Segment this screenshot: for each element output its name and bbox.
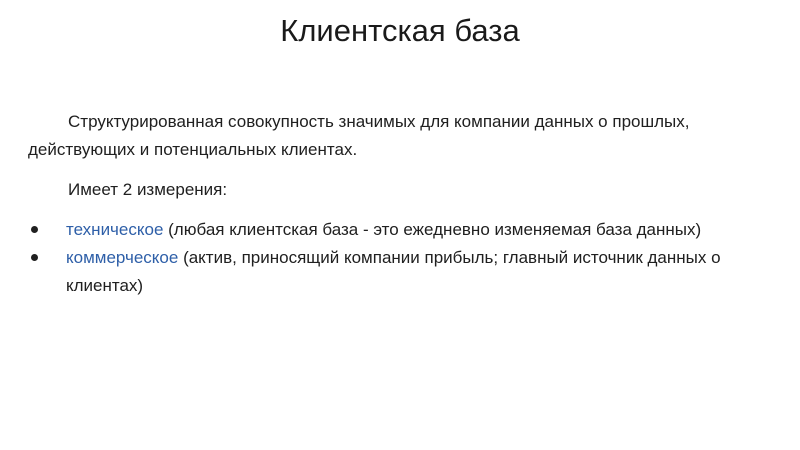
dimensions-list: [28, 216, 728, 300]
description-technical: (любая клиентская база - это ежедневно изменяемая база данных): [163, 220, 702, 239]
slide-title: Клиентская база: [280, 13, 520, 48]
term-technical: техническое: [66, 220, 164, 239]
definition-paragraph: Структурированная совокупность значимых для компании данных о прошлых, действующих и потенциальных клиентах.: [28, 112, 690, 159]
bullet-dot-icon: [31, 226, 38, 233]
list-item-commercial: [28, 244, 728, 300]
dimensions-intro: Имеет 2 измерения:: [68, 180, 228, 199]
slide-body: [28, 108, 728, 300]
bullet-dot-icon: [31, 254, 38, 261]
description-commercial: (актив, приносящий компании прибыль; главный источник данных о клиентах): [66, 248, 721, 295]
list-item-technical: [28, 216, 728, 244]
term-commercial: коммерческое: [66, 248, 179, 267]
